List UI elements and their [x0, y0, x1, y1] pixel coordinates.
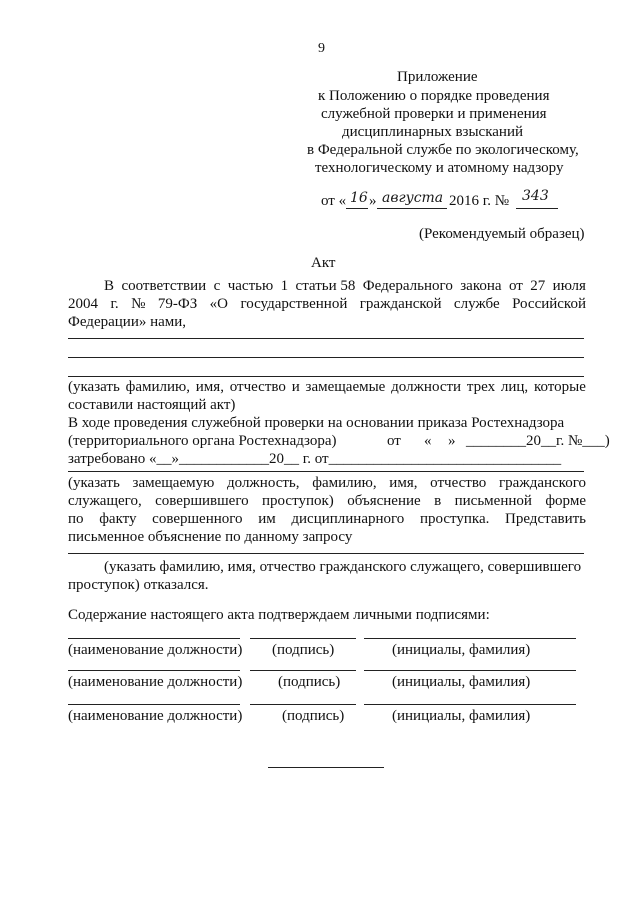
- blank-line: [68, 553, 584, 554]
- signature-name-label: (инициалы, фамилия): [392, 642, 531, 658]
- order-date-day: 16: [350, 190, 368, 206]
- order-date-month: августа: [382, 190, 444, 206]
- note-3-line-2: проступок) отказался.: [68, 577, 209, 593]
- signature-position-label: (наименование должности): [68, 674, 243, 690]
- blank-line: [68, 357, 584, 358]
- signature-name-label: (инициалы, фамилия): [392, 674, 531, 690]
- note-2-line-4: письменное объяснение по данному запросу: [68, 529, 353, 545]
- note-2-line-3: по факту совершенного им дисциплинарного проступка. Представить: [68, 511, 586, 527]
- blank-line: [68, 471, 584, 472]
- sample-note: (Рекомендуемый образец): [419, 226, 585, 242]
- order-date-mid: »: [369, 193, 377, 209]
- appendix-title: Приложение: [397, 69, 478, 85]
- order-number: 343: [522, 188, 549, 204]
- signature-sign-label: (подпись): [272, 642, 335, 658]
- closing-separator: [268, 767, 384, 768]
- intro-line-2: 2004 г. № 79-ФЗ «О государственной гражданской службе Российской: [68, 296, 586, 312]
- document-title: Акт: [311, 255, 336, 271]
- signature-position-label: (наименование должности): [68, 642, 243, 658]
- signature-name-label: (инициалы, фамилия): [392, 708, 531, 724]
- note-2-line-1: (указать замещаемую должность, фамилию, имя, отчество гражданского: [68, 475, 586, 491]
- appendix-line: к Положению о порядке проведения: [318, 88, 550, 104]
- blank-line: [68, 338, 584, 339]
- note-1-line-2: составили настоящий акт): [68, 397, 236, 413]
- inspection-line-3: затребовано «__»____________20__ г. от_______________________________: [68, 451, 562, 467]
- order-date-year: 2016 г. №: [449, 193, 510, 209]
- intro-line-1: В соответствии с частью 1 статьи 58 Федерального закона от 27 июля: [104, 278, 586, 294]
- blank-line: [68, 376, 584, 377]
- signature-sign-label: (подпись): [278, 674, 341, 690]
- appendix-line: служебной проверки и применения: [321, 106, 547, 122]
- signature-sign-label: (подпись): [282, 708, 345, 724]
- note-1-line-1: (указать фамилию, имя, отчество и замещаемые должности трех лиц, которые: [68, 379, 586, 395]
- note-3-line-1: (указать фамилию, имя, отчество гражданского служащего, совершившего: [104, 559, 582, 575]
- appendix-line: в Федеральной службе по экологическому,: [307, 142, 579, 158]
- inspection-line-1: В ходе проведения служебной проверки на основании приказа Ростехнадзора: [68, 415, 565, 431]
- signature-position-label: (наименование должности): [68, 708, 243, 724]
- note-2-line-2: служащего, совершившего проступок) объяснение в письменной форме: [68, 493, 586, 509]
- appendix-line: технологическому и атомному надзору: [315, 160, 564, 176]
- page-number: 9: [318, 41, 325, 56]
- appendix-line: дисциплинарных взысканий: [342, 124, 523, 140]
- order-date-prefix: от «: [321, 193, 347, 209]
- confirm-text: Содержание настоящего акта подтверждаем личными подписями:: [68, 607, 490, 623]
- intro-line-3: Федерации» нами,: [68, 314, 187, 330]
